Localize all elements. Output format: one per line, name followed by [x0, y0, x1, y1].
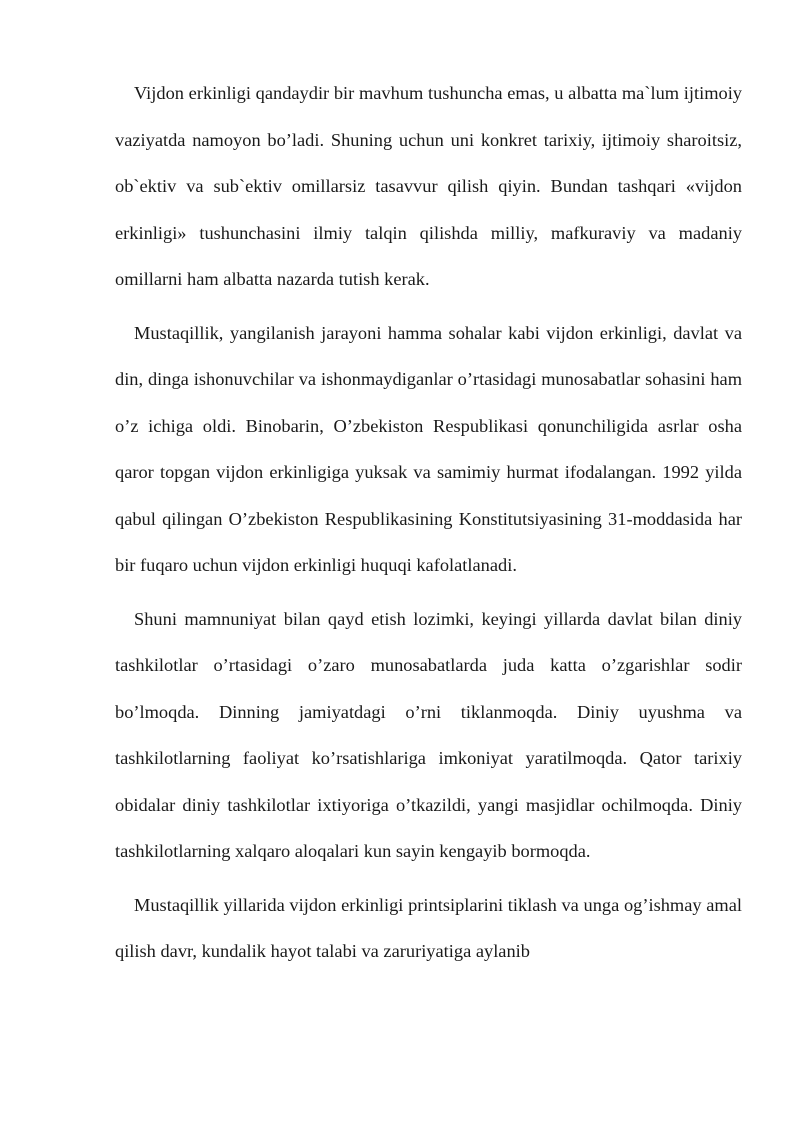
- document-page: [115, 70, 742, 982]
- paragraph-1: Vijdon erkinligi qandaydir bir mavhum tushuncha emas, u albatta ma`lum ijtimoiy vaziyatda namoyon bo’ladi. Shuning uchun uni konkret tarixiy, ijtimoiy sharoitsiz, ob`ektiv va sub`ektiv omillarsiz tasavvur qilish qiyin. Bundan tashqari «vijdon erkinligi» tushunchasini ilmiy talqin qilishda milliy, mafkuraviy va madaniy omillarni ham albatta nazarda tutish kerak.: [115, 83, 742, 289]
- paragraph-4: Mustaqillik yillarida vijdon erkinligi printsiplarini tiklash va unga og’ishmay amal qilish davr, kundalik hayot talabi va zaruriyatiga aylanib: [115, 894, 742, 961]
- paragraph-3: Shuni mamnuniyat bilan qayd etish lozimki, keyingi yillarda davlat bilan diniy tashkilotlar o’rtasidagi o’zaro munosabatlarda juda katta o’zgarishlar sodir bo’lmoqda. Dinning jamiyatdagi o’rni tiklanmoqda. Diniy uyushma va tashkilotlarning faoliyat ko’rsatishlariga imkoniyat yaratilmoqda. Qator tarixiy obidalar diniy tashkilotlar ixtiyoriga o’tkazildi, yangi masjidlar ochilmoqda. Diniy tashkilotlarning xalqaro aloqalari kun sayin kengayib bormoqda.: [115, 608, 742, 861]
- paragraph-2: Mustaqillik, yangilanish jarayoni hamma sohalar kabi vijdon erkinligi, davlat va din, dinga ishonuvchilar va ishonmaydiganlar o’rtasidagi munosabatlar sohasini ham o’z ichiga oldi. Binobarin, O’zbekiston Respublikasi qonunchiligida asrlar osha qaror topgan vijdon erkinligiga yuksak va samimiy hurmat ifodalangan. 1992 yilda qabul qilingan O’zbekiston Respublikasining Konstitutsiyasining 31-moddasida har bir fuqaro uchun vijdon erkinligi huquqi kafolatlanadi.: [115, 322, 742, 575]
